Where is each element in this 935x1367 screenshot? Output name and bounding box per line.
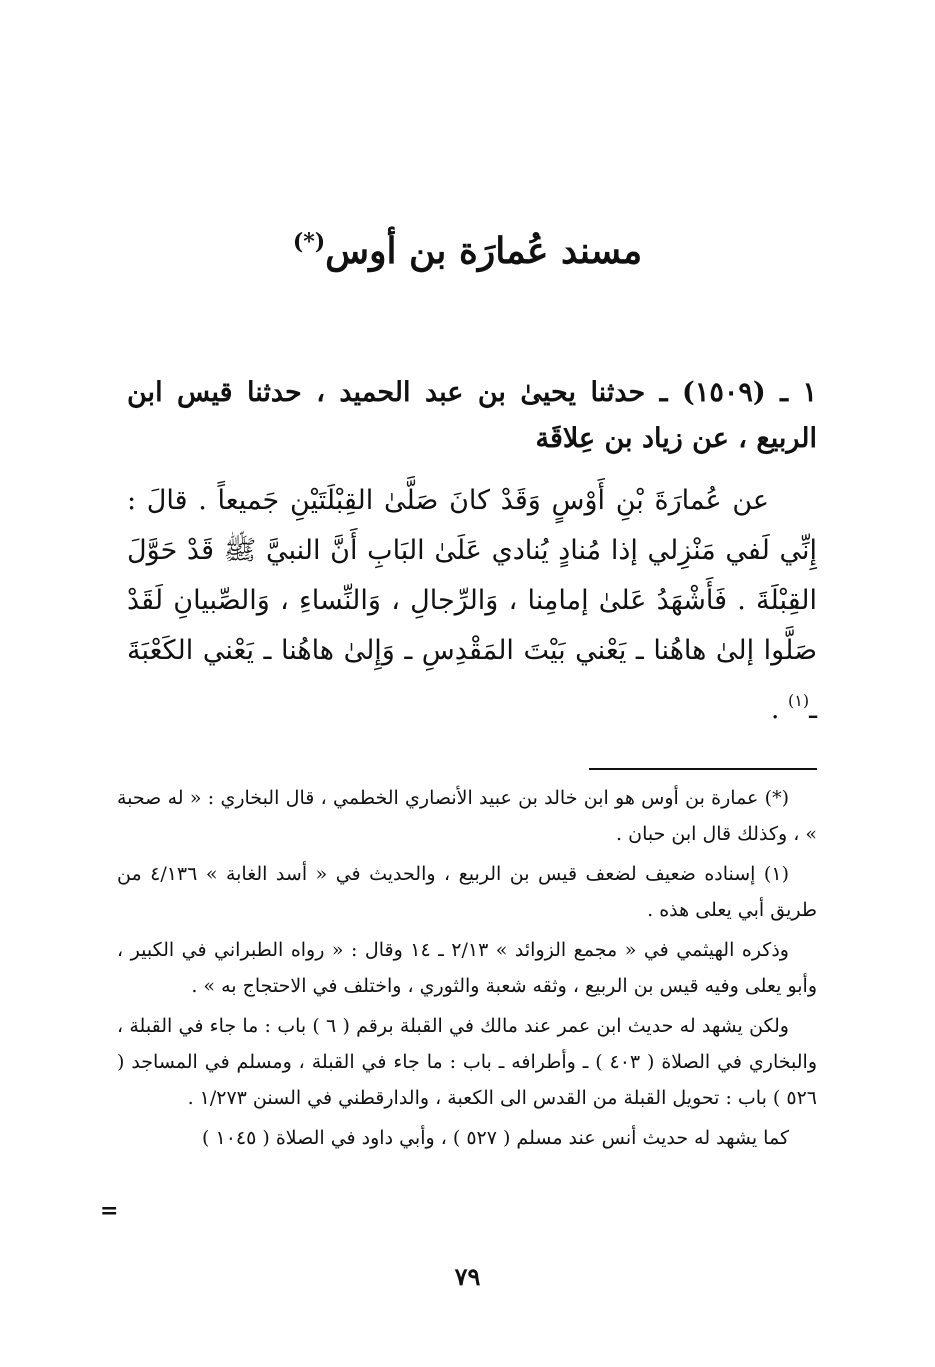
hadith-isnad: ١ ـ (١٥٠٩) ـ حدثنا يحيىٰ بن عبد الحميد ، حدثنا قيس ابن الربيع ، عن زياد بن عِلاقَة	[127, 377, 817, 454]
footnotes	[117, 780, 817, 1160]
footnote-item: كما يشهد له حديث أنس عند مسلم ( ٥٢٧ ) ، وأبي داود في الصلاة ( ١٠٤٥ )	[202, 1127, 789, 1149]
footnote-divider	[589, 768, 817, 770]
title-footnote-marker: (*)	[292, 229, 326, 255]
title-text: مسند عُمارَة بن أوس	[325, 230, 643, 272]
hadith-matn	[127, 476, 817, 735]
hadith-matn-text: عن عُمارَةَ بْنِ أَوْسٍ وَقَدْ كانَ صَلَّىٰ القِبْلَتَيْنِ جَميعاً . قالَ : إِنِّي لَفي مَنْزِلي إذا مُنادٍ يُنادي عَلَىٰ البَابِ أَنَّ النبيَّ ﷺ قَدْ حَوَّلَ القِبْلَةَ . فَأَشْهَدُ عَلىٰ إمامِنا ، وَالرِّجالِ ، وَالنِّساءِ ، وَالصِّبيانِ لَقَدْ صَلَّوا إلىٰ هاهُنا ـ يَعْني بَيْتَ المَقْدِسِ ـ وَإِلىٰ هاهُنا ـ يَعْني الكَعْبَةَ ـ	[127, 485, 817, 725]
footnote-item: (١) إسناده ضعيف لضعف قيس بن الربيع ، والحديث في « أسد الغابة » ٤/١٣٦ من طريق أبي يعلى هذه .	[117, 863, 817, 921]
footnote-reference: (١)	[787, 691, 810, 710]
footnote-item: ولكن يشهد له حديث ابن عمر عند مالك في القبلة برقم ( ٦ ) باب : ما جاء في القبلة ، والبخاري في الصلاة ( ٤٠٣ ) ـ وأطرافه ـ باب : ما جاء في القبلة ، ومسلم في المساجد ( ٥٢٦ ) باب : تحويل القبلة من القدس الى الكعبة ، والدارقطني في السنن ١/٢٧٣ .	[117, 1015, 817, 1109]
page-title	[0, 212, 935, 281]
footnote-item: وذكره الهيثمي في « مجمع الزوائد » ٢/١٣ ـ ١٤ وقال : « رواه الطبراني في الكبير ، وأبو يعلى وفيه قيس بن الربيع ، وثقه شعبة والثوري ، واختلف في الاحتجاج به » .	[117, 939, 817, 997]
hadith-end-mark: .	[770, 694, 788, 725]
hadith-block	[127, 370, 817, 735]
continuation-mark: =	[100, 1198, 119, 1224]
footnote-item: (*) عمارة بن أوس هو ابن خالد بن عبيد الأنصاري الخطمي ، قال البخاري : « له صحبة » ، وكذلك قال ابن حبان .	[117, 787, 817, 845]
page-number: ٧٩	[454, 1262, 481, 1291]
